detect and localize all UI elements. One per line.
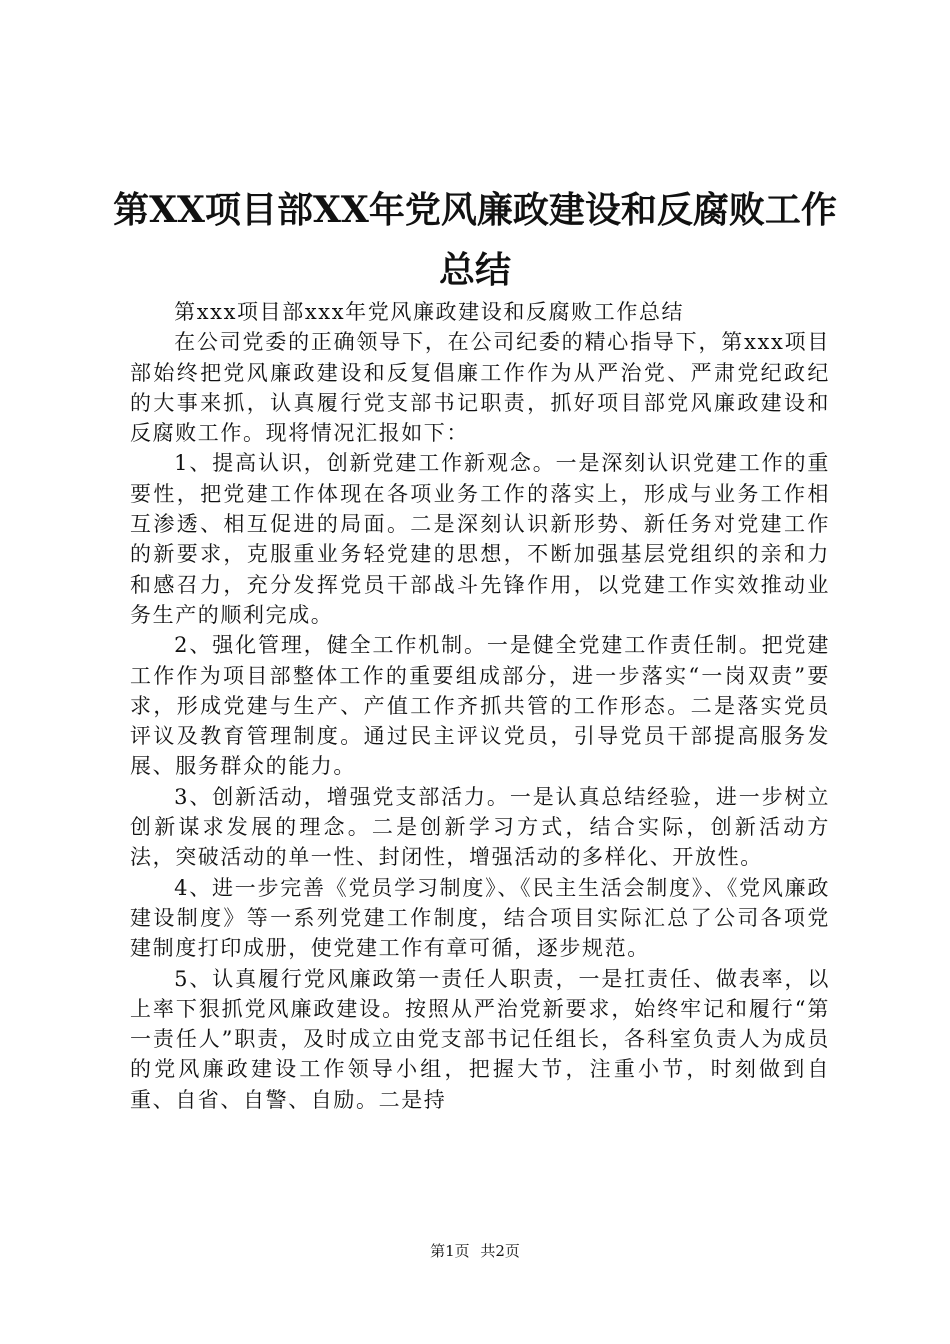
section-5-paragraph: 5、认真履行党风廉政第一责任人职责，一是扛责任、做表率，以上率下狠抓党风廉政建设。按照从严治党新要求，始终牢记和履行“第一责任人”职责，及时成立由党支部书记任组长，各科室负责人为成员的党风廉政建设工作领导小组，把握大节，注重小节，时刻做到自重、自省、自警、自励。二是持 (130, 966, 830, 1112)
section-1-paragraph: 1、提高认识，创新党建工作新观念。一是深刻认识党建工作的重要性，把党建工作体现在各项业务工作的落实上，形成与业务工作相互渗透、相互促进的局面。二是深刻认识新形势、新任务对党建工作的新要求，克服重业务轻党建的思想，不断加强基层党组织的亲和力和感召力，充分发挥党员干部战斗先锋作用，以党建工作实效推动业务生产的顺利完成。 (130, 451, 830, 627)
page-footer (0, 1241, 950, 1261)
section-2-paragraph: 2、强化管理，健全工作机制。一是健全党建工作责任制。把党建工作作为项目部整体工作的重要组成部分，进一步落实“一岗双责”要求，形成党建与生产、产值工作齐抓共管的工作形态。二是落实党员评议及教育管理制度。通过民主评议党员，引导党员干部提高服务发展、服务群众的能力。 (130, 633, 830, 779)
section-3-paragraph: 3、创新活动，增强党支部活力。一是认真总结经验，进一步树立创新谋求发展的理念。二是创新学习方式，结合实际，创新活动方法，突破活动的单一性、封闭性，增强活动的多样化、开放性。 (130, 784, 830, 870)
document-title-line-1: 第XX项目部XX年党风廉政建设和反腐败工作 (113, 189, 837, 231)
section-4-paragraph: 4、进一步完善《党员学习制度》、《民主生活会制度》、《党风廉政建设制度》等一系列党建工作制度，结合项目实际汇总了公司各项党建制度打印成册，使党建工作有章可循，逐步规范。 (130, 875, 830, 961)
document-title-line-2: 总结 (438, 249, 511, 291)
page-total: 共2页 (480, 1242, 520, 1260)
page-number: 第1页 (430, 1242, 470, 1260)
intro-paragraph: 在公司党委的正确领导下，在公司纪委的精心指导下，第xxx项目部始终把党风廉政建设和反复倡廉工作作为从严治党、严肃党纪政纪的大事来抓，认真履行党支部书记职责，抓好项目部党风廉政建设和反腐败工作。现将情况汇报如下： (130, 330, 830, 446)
document-body (130, 297, 830, 1115)
subtitle-paragraph: 第xxx项目部xxx年党风廉政建设和反腐败工作总结 (174, 300, 685, 324)
